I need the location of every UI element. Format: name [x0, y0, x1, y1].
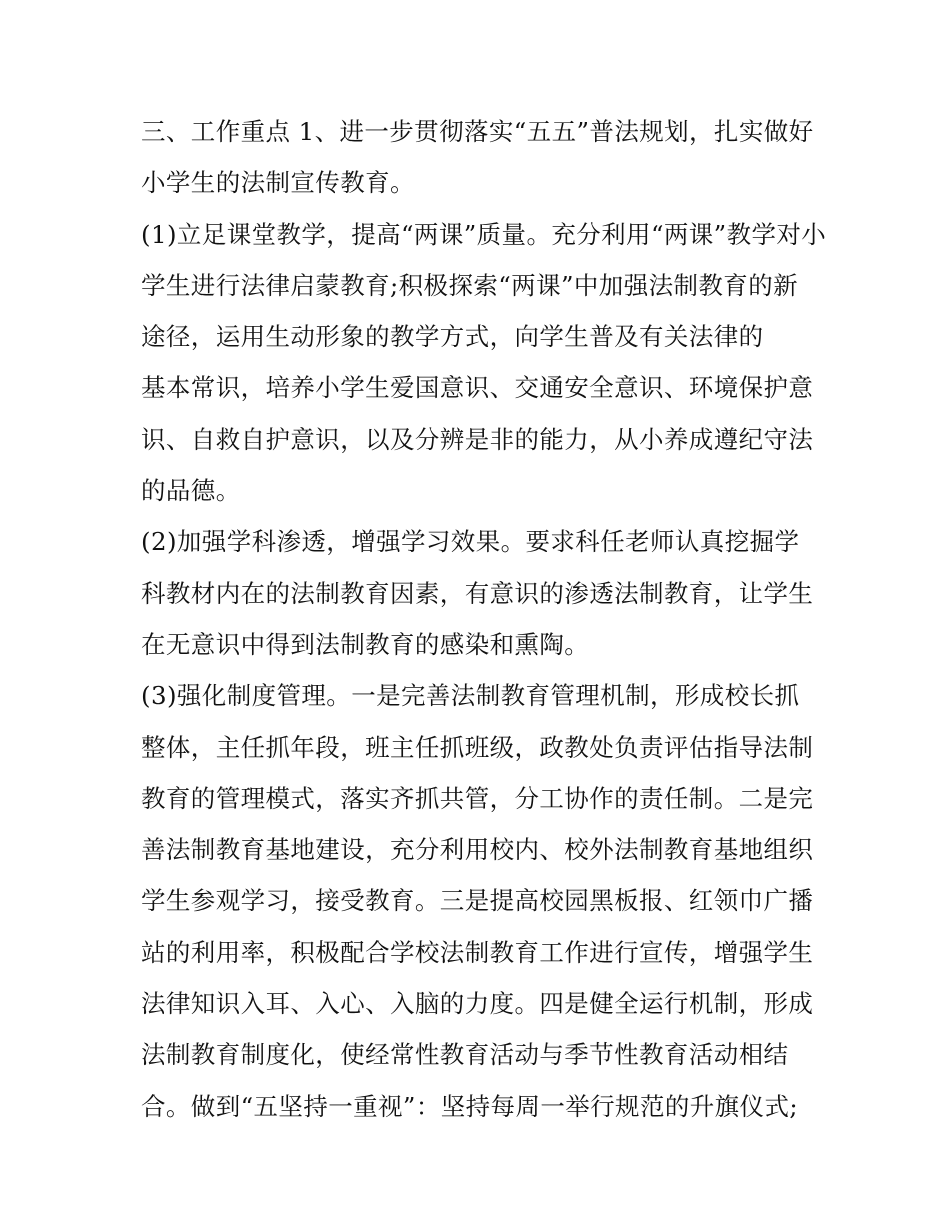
document-body: [141, 106, 827, 1132]
text-line: 法律知识入耳、入心、入脑的力度。四是健全运行机制，形成: [141, 989, 814, 1019]
text-line: 三、工作重点 1、进一步贯彻落实“五五”普法规划，扎实做好: [141, 117, 814, 146]
text-line: 学生进行法律启蒙教育;积极探索“两课”中加强法制教育的新: [141, 270, 799, 300]
text-line: (1)立足课堂教学，提高“两课”质量。充分利用“两课”教学对小: [141, 219, 827, 249]
text-line: 途径，运用生动形象的教学方式，向学生普及有关法律的: [141, 322, 764, 352]
text-line: 识、自救自护意识，以及分辨是非的能力，从小养成遵纪守法: [141, 424, 814, 454]
text-line: (2)加强学科渗透，增强学习效果。要求科任老师认真挖掘学: [141, 527, 800, 557]
text-line: 站的利用率，积极配合学校法制教育工作进行宣传，增强学生: [141, 937, 814, 967]
text-line: 小学生的法制宣传教育。: [141, 168, 415, 198]
text-line: (3)强化制度管理。一是完善法制教育管理机制，形成校长抓: [141, 681, 800, 711]
text-line: 教育的管理模式，落实齐抓共管，分工协作的责任制。二是完: [141, 783, 814, 813]
text-line: 科教材内在的法制教育因素，有意识的渗透法制教育，让学生: [141, 578, 814, 608]
text-line: 在无意识中得到法制教育的感染和熏陶。: [141, 629, 590, 659]
text-line: 法制教育制度化，使经常性教育活动与季节性教育活动相结: [141, 1040, 789, 1070]
text-line: 学生参观学习，接受教育。三是提高校园黑板报、红领巾广播: [141, 886, 814, 916]
text-line: 基本常识，培养小学生爱国意识、交通安全意识、环境保护意: [141, 373, 814, 403]
text-line: 的品德。: [141, 476, 241, 506]
text-line: 善法制教育基地建设，充分利用校内、校外法制教育基地组织: [141, 835, 814, 865]
text-line: 合。做到“五坚持一重视”：坚持每周一举行规范的升旗仪式;: [141, 1091, 799, 1121]
text-line: 整体，主任抓年段，班主任抓班级，政教处负责评估指导法制: [141, 732, 814, 762]
